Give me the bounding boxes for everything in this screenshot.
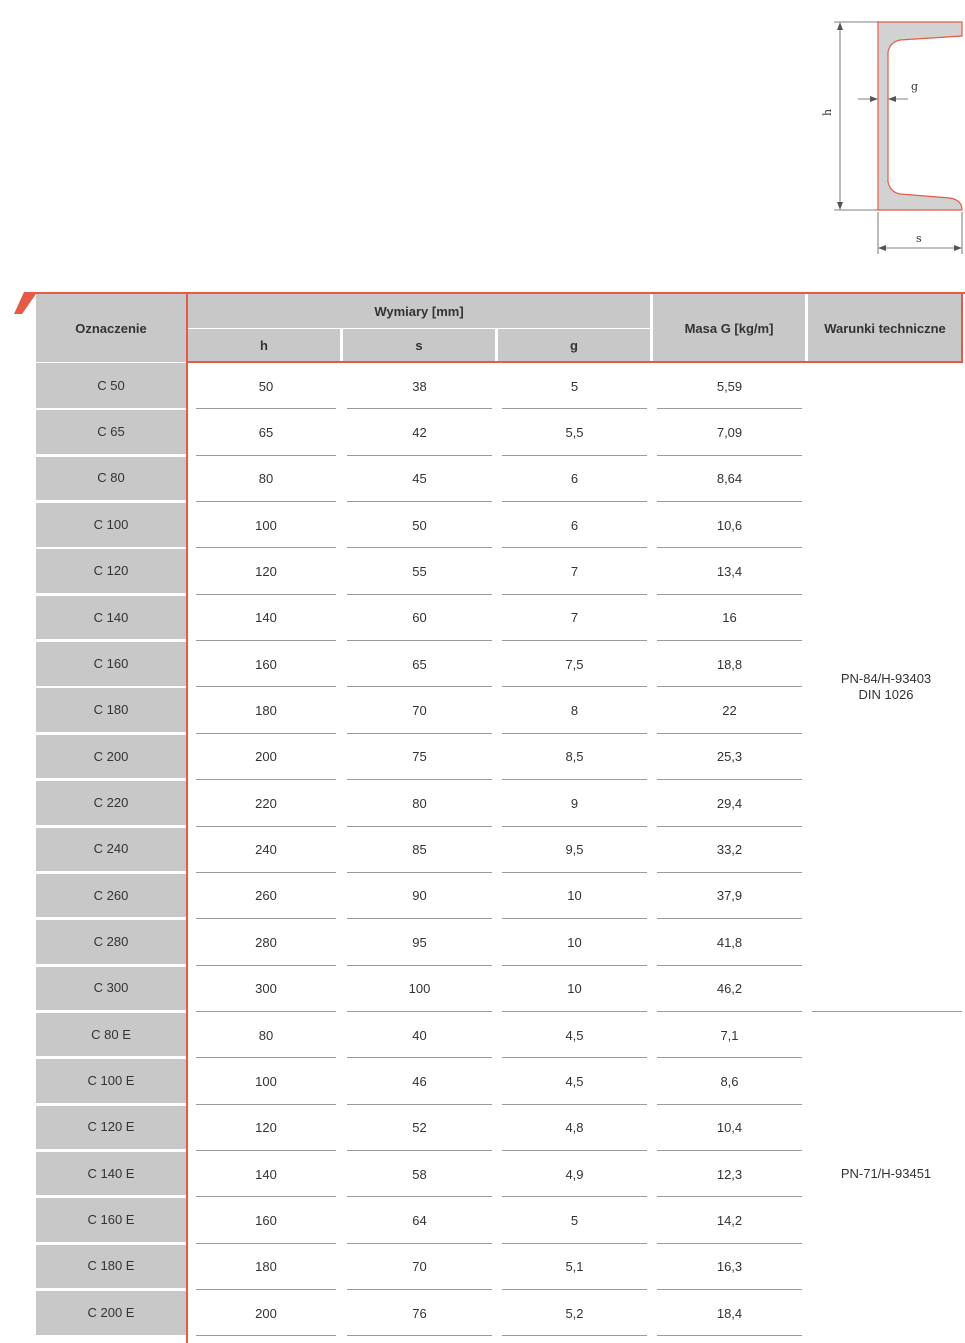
conditions-group-2 <box>810 1012 962 1336</box>
row-separator <box>36 733 186 735</box>
cell-h: 240 <box>255 842 277 858</box>
cell-h: 180 <box>255 703 277 719</box>
cell-h: 220 <box>255 795 277 811</box>
condition-line: PN-71/H-93451 <box>840 1166 932 1181</box>
cell-g: 7,5 <box>565 656 584 672</box>
row-designation: C 100 E <box>36 1058 186 1103</box>
cell-h: 160 <box>255 656 277 672</box>
row-separator <box>36 779 186 781</box>
cell-s: 95 <box>412 934 427 950</box>
cell-masa: 46,2 <box>716 981 743 997</box>
cell-s: 85 <box>412 842 427 858</box>
header-masa: Masa G [kg/m] <box>653 294 805 362</box>
cell-h: 200 <box>255 1305 277 1321</box>
cell-g: 6 <box>570 471 579 487</box>
table-right-border <box>961 294 963 363</box>
dim-label-h: h <box>821 108 835 117</box>
cell-s: 65 <box>412 656 427 672</box>
cell-underline <box>502 1335 647 1336</box>
cell-s: 58 <box>412 1166 427 1182</box>
row-designation: C 140 <box>36 595 186 640</box>
cell-h: 140 <box>255 610 277 626</box>
row-separator <box>36 965 186 967</box>
cell-masa: 41,8 <box>716 934 743 950</box>
cell-underline <box>196 1335 336 1336</box>
cell-h: 140 <box>255 1166 277 1182</box>
row-separator <box>36 594 186 596</box>
header-divider <box>186 294 188 1343</box>
row-designation: C 200 E <box>36 1290 186 1335</box>
row-designation: C 100 <box>36 502 186 547</box>
cell-s: 45 <box>412 471 427 487</box>
cell-underline <box>657 1335 802 1336</box>
cell-s: 46 <box>412 1073 427 1089</box>
row-designation: C 180 E <box>36 1244 186 1289</box>
cell-masa: 13,4 <box>716 564 743 580</box>
row-separator <box>36 455 186 457</box>
cell-g: 5,1 <box>565 1259 584 1275</box>
row-designation: C 240 <box>36 827 186 872</box>
cell-masa: 16,3 <box>716 1259 743 1275</box>
cell-s: 55 <box>412 564 427 580</box>
cell-h: 300 <box>255 981 277 997</box>
cell-g: 9 <box>570 795 579 811</box>
row-designation: C 50 <box>36 363 186 408</box>
cell-h: 80 <box>258 471 274 487</box>
row-separator <box>36 1196 186 1198</box>
cell-g: 8 <box>570 703 579 719</box>
cell-g: 7 <box>570 610 579 626</box>
row-separator <box>36 872 186 874</box>
header-s: s <box>343 329 495 362</box>
row-designation: C 80 <box>36 456 186 501</box>
cell-g: 10 <box>567 934 582 950</box>
row-designation: C 120 E <box>36 1105 186 1150</box>
cell-s: 38 <box>412 378 427 394</box>
cell-s: 60 <box>412 610 427 626</box>
row-designation: C 65 <box>36 409 186 454</box>
row-designation: C 180 <box>36 687 186 732</box>
cell-masa: 25,3 <box>716 749 743 765</box>
cell-g: 4,5 <box>565 1073 584 1089</box>
cell-masa: 7,1 <box>720 1027 739 1043</box>
cell-s: 70 <box>412 703 427 719</box>
cell-g: 6 <box>570 517 579 533</box>
cell-s: 40 <box>412 1027 427 1043</box>
row-separator <box>36 547 186 549</box>
cell-h: 160 <box>255 1212 277 1228</box>
row-separator <box>36 1289 186 1291</box>
row-designation: C 220 <box>36 780 186 825</box>
cell-h: 180 <box>255 1259 277 1275</box>
cell-s: 64 <box>412 1212 427 1228</box>
header-oznaczenie: Oznaczenie <box>36 294 186 362</box>
cell-h: 100 <box>255 1073 277 1089</box>
cell-s: 70 <box>412 1259 427 1275</box>
cell-masa: 8,64 <box>716 471 743 487</box>
cell-masa: 12,3 <box>716 1166 743 1182</box>
cell-g: 5 <box>570 378 579 394</box>
row-separator <box>36 826 186 828</box>
row-designation: C 140 E <box>36 1151 186 1196</box>
cell-h: 280 <box>255 934 277 950</box>
cell-s: 50 <box>412 517 427 533</box>
cell-masa: 33,2 <box>716 842 743 858</box>
channel-profile-shape <box>878 22 962 210</box>
cell-masa: 7,09 <box>716 424 743 440</box>
cell-masa: 14,2 <box>716 1212 743 1228</box>
cell-h: 260 <box>255 888 277 904</box>
cell-masa: 10,4 <box>716 1120 743 1136</box>
cell-g: 4,8 <box>565 1120 584 1136</box>
dim-label-g: g <box>911 80 919 93</box>
row-designation: C 160 <box>36 641 186 686</box>
cell-h: 65 <box>258 424 274 440</box>
cell-g: 8,5 <box>565 749 584 765</box>
header-h: h <box>188 329 340 362</box>
cell-g: 7 <box>570 564 579 580</box>
cell-s: 80 <box>412 795 427 811</box>
dim-label-s: s <box>916 232 922 245</box>
cell-s: 90 <box>412 888 427 904</box>
row-separator <box>36 1011 186 1013</box>
cell-h: 120 <box>255 1120 277 1136</box>
header-g: g <box>498 329 650 362</box>
cell-masa: 16 <box>722 610 737 626</box>
cell-g: 4,9 <box>565 1166 584 1182</box>
cell-masa: 18,4 <box>716 1305 743 1321</box>
row-separator <box>36 1150 186 1152</box>
cell-s: 76 <box>412 1305 427 1321</box>
cell-masa: 22 <box>722 703 737 719</box>
row-separator <box>36 408 186 410</box>
cell-g: 5,2 <box>565 1305 584 1321</box>
cell-g: 4,5 <box>565 1027 584 1043</box>
condition-line: DIN 1026 <box>858 687 914 702</box>
cell-masa: 29,4 <box>716 795 743 811</box>
condition-line: PN-84/H-93403 <box>840 671 932 686</box>
cell-h: 100 <box>255 517 277 533</box>
row-designation: C 120 <box>36 548 186 593</box>
cell-masa: 8,6 <box>720 1073 739 1089</box>
cell-g: 5,5 <box>565 424 584 440</box>
row-separator <box>36 501 186 503</box>
row-designation: C 80 E <box>36 1012 186 1057</box>
row-separator <box>36 1243 186 1245</box>
cell-masa: 18,8 <box>716 656 743 672</box>
cell-g: 10 <box>567 981 582 997</box>
cell-h: 120 <box>255 564 277 580</box>
cell-h: 50 <box>258 378 274 394</box>
cell-s: 100 <box>408 981 431 997</box>
cell-masa: 37,9 <box>716 888 743 904</box>
row-designation: C 280 <box>36 919 186 964</box>
cell-underline <box>347 1335 492 1336</box>
cell-g: 5 <box>570 1212 579 1228</box>
row-designation: C 160 E <box>36 1197 186 1242</box>
cell-masa: 5,59 <box>716 378 743 394</box>
row-separator <box>36 1104 186 1106</box>
channel-profile-diagram <box>820 12 965 262</box>
row-separator <box>36 640 186 642</box>
header-warunki: Warunki techniczne <box>808 294 962 362</box>
cell-g: 9,5 <box>565 842 584 858</box>
row-designation: C 300 <box>36 966 186 1011</box>
row-separator <box>36 1057 186 1059</box>
row-separator <box>36 686 186 688</box>
cell-s: 75 <box>412 749 427 765</box>
row-designation: C 260 <box>36 873 186 918</box>
cell-masa: 10,6 <box>716 517 743 533</box>
header-wymiary: Wymiary [mm] <box>188 294 650 328</box>
row-separator <box>36 918 186 920</box>
cell-h: 200 <box>255 749 277 765</box>
conditions-group-1 <box>810 363 962 1011</box>
cell-s: 42 <box>412 424 427 440</box>
row-designation: C 200 <box>36 734 186 779</box>
cell-h: 80 <box>258 1027 274 1043</box>
cell-s: 52 <box>412 1120 427 1136</box>
cell-g: 10 <box>567 888 582 904</box>
